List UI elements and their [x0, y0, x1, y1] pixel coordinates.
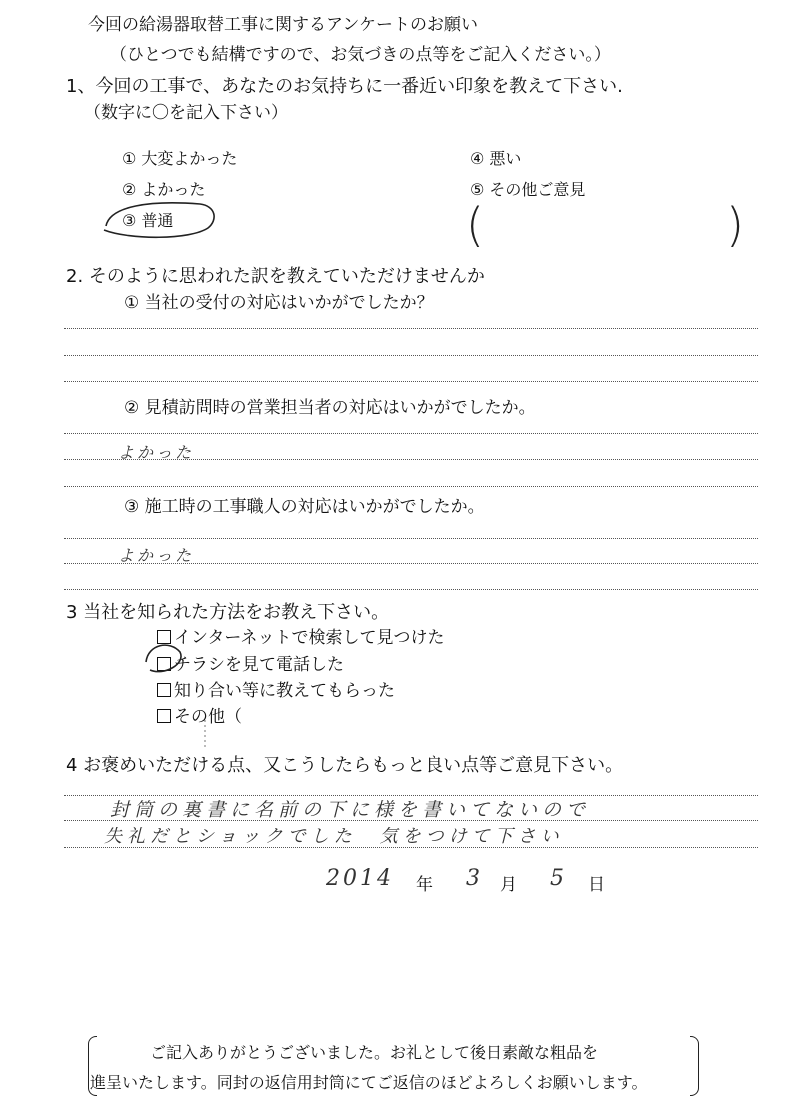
- q3-option-2[interactable]: チラシを見て電話した: [157, 650, 344, 675]
- date-year-label: 年: [416, 875, 433, 895]
- date-day[interactable]: 5: [550, 866, 567, 891]
- date-day-label: 日: [588, 875, 605, 895]
- q1-option-2[interactable]: ② よかった: [122, 180, 206, 199]
- q3-selection-circle: [146, 645, 181, 671]
- date-year[interactable]: 2014: [326, 866, 394, 891]
- q4-answer-line1[interactable]: 封筒の裏書に名前の下に様を書いてないので: [110, 799, 591, 821]
- footer-line2: 進呈いたします。同封の返信用封筒にてご返信のほどよろしくお願いします。: [90, 1073, 648, 1092]
- q1-instruction: （数字に〇を記入下さい）: [84, 103, 288, 123]
- q2-answer2[interactable]: よかった: [118, 443, 195, 462]
- q1-other-paren-open: (: [466, 198, 484, 252]
- q3-question: 3 当社を知られた方法をお教え下さい。: [66, 602, 390, 623]
- date-month[interactable]: 3: [466, 866, 483, 891]
- q2-sub3: ③ 施工時の工事職人の対応はいかがでしたか。: [124, 497, 485, 517]
- q1-other-paren-close: ): [726, 198, 744, 252]
- q1-option-1[interactable]: ① 大変よかった: [122, 149, 238, 168]
- q1-question: 1、今回の工事で、あなたのお気持ちに一番近い印象を教えて下さい.: [66, 76, 623, 97]
- q2-sub2: ② 見積訪問時の営業担当者の対応はいかがでしたか。: [124, 398, 536, 418]
- footer-line1: ご記入ありがとうございました。お礼として後日素敵な粗品を: [150, 1043, 599, 1062]
- q3-option-3[interactable]: 知り合い等に教えてもらった: [157, 676, 395, 701]
- q1-selection-circle: [104, 203, 214, 237]
- q1-option-3[interactable]: ③ 普通: [122, 211, 174, 230]
- q2-sub1: ① 当社の受付の対応はいかがでしたか？: [124, 293, 434, 313]
- q4-question: 4 お褒めいただける点、又こうしたらもっと良い点等ご意見下さい。: [66, 755, 624, 776]
- q3-option-1[interactable]: インターネットで検索して見つけた: [157, 623, 444, 648]
- q1-option-5[interactable]: ⑤ その他ご意見: [470, 180, 586, 199]
- q2-answer3[interactable]: よかった: [118, 546, 195, 565]
- survey-title: 今回の給湯器取替工事に関するアンケートのお願い: [88, 15, 478, 35]
- q3-option-4[interactable]: その他（: [157, 702, 242, 727]
- q1-option-4[interactable]: ④ 悪い: [470, 149, 522, 168]
- q4-answer-line2[interactable]: 失礼だとショックでした 気をつけて下さい: [104, 826, 564, 847]
- date-month-label: 月: [500, 875, 517, 895]
- q2-question: 2. そのように思われた訳を教えていただけませんか: [66, 266, 485, 287]
- survey-subtitle: （ひとつでも結構ですので、お気づきの点等をご記入ください。）: [110, 45, 611, 65]
